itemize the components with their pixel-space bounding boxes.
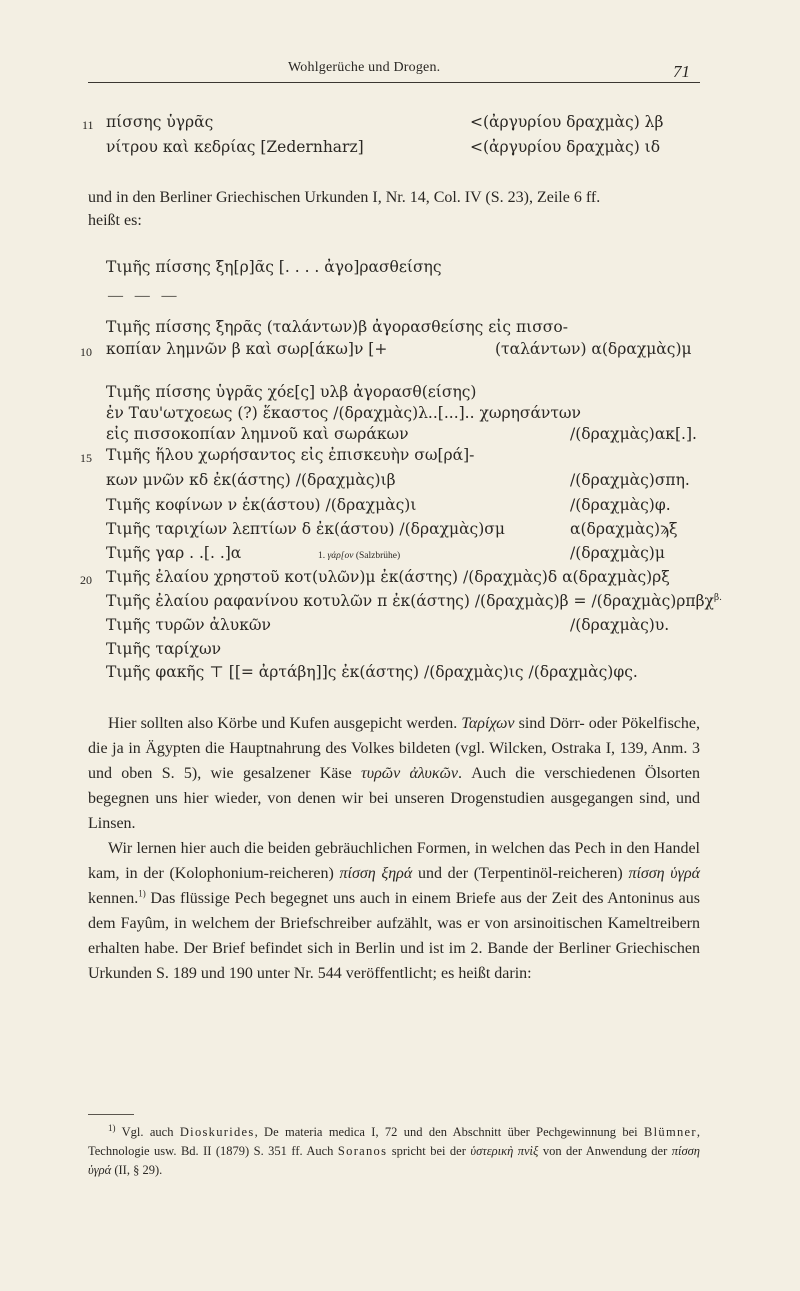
greek-line: ἐν Ταυ'ωτχοεως (?) ἕκαστος /(δραχμὰς)λ..[...].. χωρησάντων	[106, 404, 581, 422]
greek-line	[106, 592, 722, 610]
greek-line: Τιμῆς πίσσης ὑγρᾶς χόε[ς] υλβ ἀγορασθ(είσης)	[106, 383, 477, 401]
lacuna-dashes: — — —	[108, 288, 181, 304]
footnote-rule	[88, 1114, 134, 1115]
greek-line: Τιμῆς φακῆς ⊤ [[= ἀρτάβη]]ς ἐκ(άστης) /(δραχμὰς)ις /(δραχμὰς)φς.	[106, 663, 638, 681]
intro-line: heißt es:	[88, 212, 142, 229]
italic-run: πίσση ὑγρά	[88, 1144, 700, 1177]
greek-line: Τιμῆς γαρ . .[. .]α	[106, 544, 242, 562]
text-run: , Technologie usw. Bd. II (1879) S. 351 ff. Auch	[88, 1125, 700, 1158]
text-run: . Auch die verschiedenen Ölsorten begegnen uns hier wieder, von denen wir bei unseren Drogenstudien ausgegangen sind, und Linsen.	[88, 765, 701, 832]
paragraph	[88, 711, 700, 836]
greek-line: κοπίαν λημνῶν β καὶ σωρ[άκω]ν [+	[106, 340, 388, 358]
italic-run: πίσση ὑγρά	[628, 865, 701, 882]
running-header-title: Wohlgerüche und Drogen.	[288, 60, 441, 75]
line-number: 11	[82, 118, 94, 132]
greek-line-right: <(ἀργυρίου δραχμὰς) λβ	[470, 113, 664, 131]
greek-line: Τιμῆς ἥλου χωρήσαντος εἰς ἐπισκευὴν σω[ρά]-	[106, 446, 475, 464]
footnote-mark: 1)	[108, 1122, 116, 1133]
text-run: Das flüssige Pech begegnet uns auch in einem Briefe aus der Zeit des Antoninus aus dem Fayûm, in welchem der Briefschreiber aufzählt, was er von arsinoitischen Kameltreibern erhalten habe. Der Brief befindet sich in Berlin und ist im 2. Bande der Berliner Griechischen Urkunden S. 189 und 190 unter Nr. 544 veröffentlicht; es heißt darin:	[88, 890, 700, 982]
italic-run: Ταρίχων	[461, 715, 515, 732]
page-number: 71	[673, 62, 690, 81]
text-run: (II, § 29).	[111, 1163, 163, 1177]
text-run: von der Anwendung der	[538, 1144, 672, 1158]
text-run: Hier sollten also Körbe und Kufen ausgepicht werden.	[108, 715, 462, 732]
greek-line: Τιμῆς ταριχίων λεπτίων δ ἐκ(άστου) /(δραχμὰς)σμ	[106, 520, 505, 538]
margin-note	[318, 551, 400, 561]
intro-line: und in den Berliner Griechischen Urkunden I, Nr. 14, Col. IV (S. 23), Zeile 6 ff.	[88, 189, 601, 206]
text-run: Wir lernen hier auch die beiden gebräuchlichen Formen, in welchen das Pech in den Handel kam, in der (Kolophonium-reicheren)	[88, 840, 700, 882]
line-number: 20	[80, 573, 92, 587]
greek-line-right: /(δραχμὰς)μ	[570, 544, 665, 562]
header-rule	[88, 82, 700, 83]
text-run: Vgl. auch	[115, 1125, 180, 1139]
greek-line: Τιμῆς ταρίχων	[106, 640, 222, 658]
margin-note-number: 1.	[318, 551, 326, 561]
greek-line: Τιμῆς ἐλαίου χρηστοῦ κοτ(υλῶν)μ ἐκ(άστης) /(δραχμὰς)δ α(δραχμὰς)ρξ	[106, 568, 670, 586]
superscript: β.	[713, 592, 723, 603]
margin-note-german: (Salzbrühe)	[355, 551, 401, 561]
greek-line: Τιμῆς πίσσης ξηρᾶς (ταλάντων)β ἀγορασθείσης εἰς πισσο-	[106, 318, 568, 336]
greek-line-right: /(δραχμὰς)σπη.	[570, 471, 690, 489]
footnote	[88, 1123, 700, 1180]
text-run: , De materia medica I, 72 und den Abschnitt über Pechgewinnung bei	[254, 1125, 645, 1139]
greek-line-right: /(δραχμὰς)φ.	[570, 496, 671, 514]
line-number: 10	[80, 345, 92, 359]
greek-line: νίτρου καὶ κεδρίας [Zedernharz]	[106, 138, 364, 156]
paragraph	[88, 836, 700, 986]
greek-line: κων μνῶν κδ ἐκ(άστης) /(δραχμὰς)ιβ	[106, 471, 396, 489]
spaced-name: Blümner	[644, 1125, 697, 1139]
greek-line: εἰς πισσοκοπίαν λημνοῦ καὶ σωράκων	[106, 425, 409, 443]
text-run: spricht bei der	[387, 1144, 471, 1158]
greek-line-right: (ταλάντων) α(δραχμὰς)μ	[495, 340, 692, 358]
text-run: sind Dörr- oder Pökelfische, die ja in Ägypten die Hauptnahrung des Volkes bildeten (vgl. Wilcken, Ostraka I, 139, Anm. 3 und oben S. 5), wie gesalzener Käse	[88, 715, 701, 782]
line-number: 15	[80, 451, 92, 465]
greek-line: πίσσης ὑγρᾶς	[106, 113, 214, 131]
italic-run: τυρῶν ἀλυκῶν	[361, 765, 458, 782]
text-run: und der (Terpentinöl-reicheren)	[412, 865, 629, 882]
text-run: kennen.	[88, 890, 139, 907]
greek-line: Τιμῆς κοφίνων ν ἐκ(άστου) /(δραχμὰς)ι	[106, 496, 417, 514]
greek-line: Τιμῆς τυρῶν ἀλυκῶν	[106, 616, 271, 634]
greek-line-right: α(δραχμὰς)ϡξ	[570, 520, 678, 538]
margin-note-greek: γάρ[ον	[327, 551, 354, 561]
greek-line-text: Τιμῆς ἐλαίου ραφανίνου κοτυλῶν π ἐκ(άστης) /(δραχμὰς)β = /(δραχμὰς)ρπβχ	[106, 592, 714, 610]
spaced-name: Dioskurides	[179, 1125, 255, 1139]
italic-run: πίσση ξηρά	[339, 865, 413, 882]
spaced-name: Soranos	[337, 1144, 388, 1158]
footnote-ref[interactable]: 1)	[138, 888, 146, 899]
greek-line-right: <(ἀργυρίου δραχμὰς) ιδ	[470, 138, 661, 156]
greek-line-right: /(δραχμὰς)υ.	[570, 616, 670, 634]
greek-line: Τιμῆς πίσσης ξη[ρ]ᾶς [. . . . ἀγο]ρασθείσης	[106, 258, 442, 276]
italic-run: ὑστερικὴ πνὶξ	[470, 1144, 539, 1158]
greek-line-right: /(δραχμὰς)ακ[.].	[570, 425, 697, 443]
